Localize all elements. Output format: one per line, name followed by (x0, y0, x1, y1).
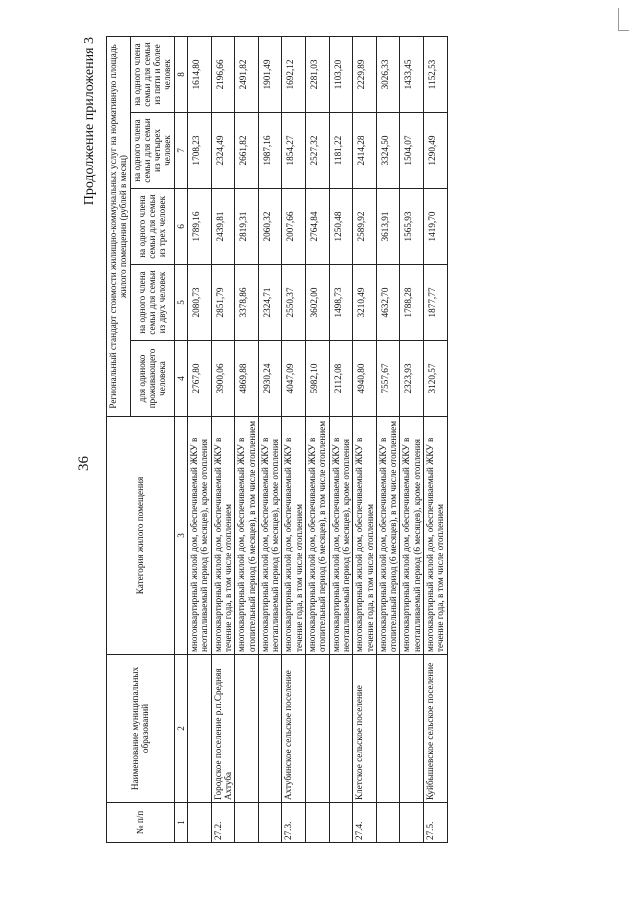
row-number: 27.2. (211, 803, 235, 843)
column-index-cell: 3 (174, 417, 187, 655)
tariff-value: 2764,84 (306, 189, 330, 265)
tariff-value: 2930,24 (258, 341, 282, 417)
header-col8: на одного члена семьи для семьи из пяти и более человек (130, 36, 174, 112)
housing-category: многоквартирный жилой дом, обеспечиваемый ЖКУ в отопительный период (6 месяцев), в том числе отоплением (235, 417, 259, 655)
tariff-value: 4632,70 (376, 265, 400, 341)
municipality-name (376, 655, 400, 803)
row-number (376, 803, 400, 843)
header-col7: на одного члена семьи для семьи из четырех человек (130, 113, 174, 189)
tariff-value: 1708,23 (188, 113, 212, 189)
column-index-cell: 4 (174, 341, 187, 417)
municipality-name (258, 655, 282, 803)
tariff-value: 2196,66 (211, 36, 235, 112)
column-index-row (174, 36, 187, 842)
column-index-cell: 8 (174, 36, 187, 112)
housing-category: многоквартирный жилой дом, обеспечиваемый ЖКУ в отопительный период (6 месяцев), в том числе отоплением (376, 417, 400, 655)
tariff-value: 4869,88 (235, 341, 259, 417)
tariff-value: 1565,93 (400, 189, 424, 265)
table-row (424, 36, 448, 842)
municipality-name (329, 655, 353, 803)
table-row (306, 36, 330, 842)
page-number: 36 (76, 456, 92, 471)
row-number (258, 803, 282, 843)
tariff-value: 4047,09 (282, 341, 306, 417)
tariff-value: 1498,73 (329, 265, 353, 341)
tariff-value: 1250,48 (329, 189, 353, 265)
tariff-value: 1614,80 (188, 36, 212, 112)
municipality-name (400, 655, 424, 803)
header-col6: на одного члена семьи для семьи из трех человек (130, 189, 174, 265)
table-row (376, 36, 400, 842)
tariff-value: 2414,28 (353, 113, 377, 189)
header-col5: на одного члена семьи для семьи из двух человек (130, 265, 174, 341)
table-body (188, 36, 448, 842)
housing-category: многоквартирный жилой дом, обеспечиваемый ЖКУ в неотапливаемый период (6 месяцев), кроме отопления (400, 417, 424, 655)
column-index-cell: 1 (174, 803, 187, 843)
table-row (282, 36, 306, 842)
tariff-value: 1789,16 (188, 189, 212, 265)
tariff-value: 2324,49 (211, 113, 235, 189)
row-number (329, 803, 353, 843)
municipality-name: Куйбышевское сельское поселение (424, 655, 448, 803)
row-number (306, 803, 330, 843)
page-header (68, 37, 104, 843)
municipality-name (235, 655, 259, 803)
tariff-value: 2060,32 (258, 189, 282, 265)
tariff-value: 2007,66 (282, 189, 306, 265)
row-number (235, 803, 259, 843)
rotated-content (68, 37, 588, 843)
housing-category: многоквартирный жилой дом, обеспечиваемый ЖКУ в течение года, в том числе отоплением (282, 417, 306, 655)
tariff-value: 2491,82 (235, 36, 259, 112)
tariff-value: 2527,32 (306, 113, 330, 189)
tariff-table (106, 36, 448, 843)
table-row (329, 36, 353, 842)
housing-category: многоквартирный жилой дом, обеспечиваемый ЖКУ в течение года, в том числе отоплением (211, 417, 235, 655)
tariff-value: 1901,49 (258, 36, 282, 112)
header-category: Категория жилого помещения (107, 417, 175, 655)
table-row (353, 36, 377, 842)
tariff-value: 3613,91 (376, 189, 400, 265)
tariff-value: 2550,37 (282, 265, 306, 341)
table-row (235, 36, 259, 842)
housing-category: многоквартирный жилой дом, обеспечиваемый ЖКУ в течение года, в том числе отоплением (353, 417, 377, 655)
tariff-value: 1987,16 (258, 113, 282, 189)
tariff-value: 3210,49 (353, 265, 377, 341)
tariff-value: 3378,86 (235, 265, 259, 341)
tariff-value: 5982,10 (306, 341, 330, 417)
tariff-value: 3324,50 (376, 113, 400, 189)
tariff-value: 4940,80 (353, 341, 377, 417)
column-index-cell: 6 (174, 189, 187, 265)
table-row (188, 36, 212, 842)
tariff-value: 1419,70 (424, 189, 448, 265)
column-index-cell: 5 (174, 265, 187, 341)
tariff-value: 1152,53 (424, 36, 448, 112)
tariff-value: 2112,08 (329, 341, 353, 417)
table-row (400, 36, 424, 842)
tariff-value: 1290,49 (424, 113, 448, 189)
tariff-value: 7557,67 (376, 341, 400, 417)
tariff-value: 2324,71 (258, 265, 282, 341)
row-number (400, 803, 424, 843)
tariff-value: 2281,03 (306, 36, 330, 112)
tariff-value: 1103,20 (329, 36, 353, 112)
column-index-cell: 2 (174, 655, 187, 803)
table-row (211, 36, 235, 842)
header-col4: для одиноко проживающего человека (130, 341, 174, 417)
housing-category: многоквартирный жилой дом, обеспечиваемый ЖКУ в течение года, в том числе отоплением (424, 417, 448, 655)
tariff-value: 2439,81 (211, 189, 235, 265)
tariff-value: 2851,79 (211, 265, 235, 341)
tariff-value: 1854,27 (282, 113, 306, 189)
municipality-name: Клетское сельское поселение (353, 655, 377, 803)
housing-category: многоквартирный жилой дом, обеспечиваемый ЖКУ в неотапливаемый период (6 месяцев), кроме отопления (329, 417, 353, 655)
housing-category: многоквартирный жилой дом, обеспечиваемый ЖКУ в неотапливаемый период (6 месяцев), кроме отопления (258, 417, 282, 655)
tariff-value: 2661,82 (235, 113, 259, 189)
continuation-label: Продолжение приложения 3 (82, 37, 97, 206)
tariff-value: 2767,80 (188, 341, 212, 417)
tariff-value: 2819,31 (235, 189, 259, 265)
tariff-value: 1181,22 (329, 113, 353, 189)
tariff-value: 2229,89 (353, 36, 377, 112)
tariff-value: 2589,92 (353, 189, 377, 265)
housing-category: многоквартирный жилой дом, обеспечиваемый ЖКУ в неотапливаемый период (6 месяцев), кроме отопления (188, 417, 212, 655)
municipality-name: Ахтубинское сельское поселение (282, 655, 306, 803)
header-standard: Региональный стандарт стоимости жилищно-коммунальных услуг на нормативную площадь жилого помещения (рублей в месяц) (107, 36, 131, 416)
row-number: 27.4. (353, 803, 377, 843)
tariff-value: 1877,77 (424, 265, 448, 341)
tariff-value: 1692,12 (282, 36, 306, 112)
housing-category: многоквартирный жилой дом, обеспечиваемый ЖКУ в отопительный период (6 месяцев), в том числе отоплением (306, 417, 330, 655)
table-row (258, 36, 282, 842)
row-number: 27.3. (282, 803, 306, 843)
row-number (188, 803, 212, 843)
tariff-value: 3026,33 (376, 36, 400, 112)
municipality-name: Городское поселение р.п.Средняя Ахтуба (211, 655, 235, 803)
header-no: № п/п (107, 803, 175, 843)
row-number: 27.5. (424, 803, 448, 843)
tariff-value: 3120,57 (424, 341, 448, 417)
tariff-value: 2080,73 (188, 265, 212, 341)
tariff-value: 1504,07 (400, 113, 424, 189)
municipality-name (188, 655, 212, 803)
tariff-value: 2323,93 (400, 341, 424, 417)
column-index-cell: 7 (174, 113, 187, 189)
tariff-value: 3602,00 (306, 265, 330, 341)
corner-mark (618, 8, 629, 31)
tariff-value: 3900,06 (211, 341, 235, 417)
municipality-name (306, 655, 330, 803)
tariff-value: 1788,28 (400, 265, 424, 341)
header-name: Наименование муниципальных образований (107, 655, 175, 803)
tariff-value: 1433,45 (400, 36, 424, 112)
